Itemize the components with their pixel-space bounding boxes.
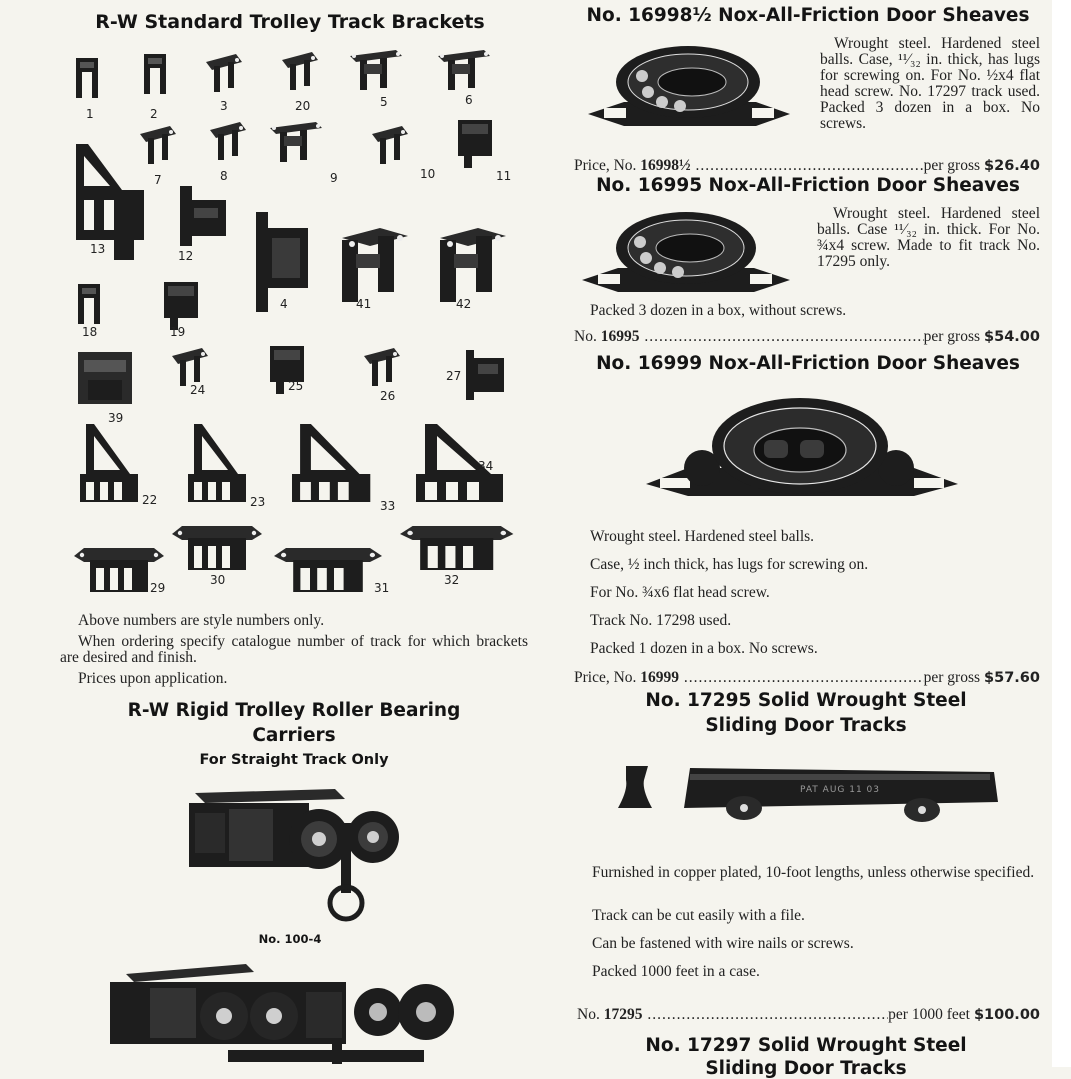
- carrier-illustration-100-4: [185, 785, 405, 930]
- sheaves-16999-line-5: Packed 1 dozen in a box. No screws.: [590, 640, 818, 657]
- bracket-num: 4: [280, 297, 288, 311]
- sheave-16995-illustration: [578, 208, 794, 300]
- bracket-8: [210, 122, 246, 160]
- bracket-num: 5: [380, 95, 388, 109]
- bracket-num: 31: [374, 581, 390, 595]
- bracket-num: 11: [496, 169, 512, 183]
- track-17295-line-4: Packed 1000 feet in a case.: [592, 963, 760, 980]
- bracket-20: [282, 52, 318, 90]
- bracket-num: 42: [456, 297, 472, 311]
- track-17295-title-line1: No. 17295 Solid Wrought Steel: [645, 690, 967, 711]
- carrier-illustration-2: [106, 962, 482, 1067]
- sheaves-16995-title: No. 16995 Nox-All-Friction Door Sheaves: [596, 175, 1020, 196]
- brackets-note-1: Above numbers are style numbers only.: [78, 612, 325, 629]
- track-17295-title-line2: Sliding Door Tracks: [705, 715, 907, 736]
- sheaves-16995-text: Wrought steel. Hardened steel balls. Case ¹¹⁄₃₂ in. thick. For No. ¾x4 screw. Made to fit track No. 17295 only.: [817, 205, 1040, 270]
- sheave-16999-illustration: [644, 396, 960, 504]
- bracket-num: 23: [250, 495, 266, 509]
- bracket-41: [342, 228, 408, 302]
- track-17295-line-1: Furnished in copper plated, 10-foot lengths, unless otherwise specified.: [592, 864, 1035, 881]
- sheaves-16999-line-2: Case, ½ inch thick, has lugs for screwing on.: [590, 556, 869, 573]
- track-stamp: PAT AUG 11 03: [800, 785, 881, 795]
- bracket-5: [350, 50, 402, 90]
- bracket-num: 20: [295, 99, 311, 113]
- sheaves-16999-line-1: Wrought steel. Hardened steel balls.: [590, 528, 815, 545]
- bracket-num: 34: [478, 459, 494, 473]
- sheaves-16995-packed: Packed 3 dozen in a box, without screws.: [590, 302, 847, 319]
- bracket-10: [372, 126, 408, 164]
- bracket-33: [292, 424, 370, 502]
- sheaves-16998-title: No. 16998½ Nox-All-Friction Door Sheaves: [586, 5, 1030, 26]
- bracket-num: 19: [170, 325, 186, 339]
- page-edge: [1052, 0, 1071, 1067]
- brackets-note-2: When ordering specify catalogue number of track for which brackets are desired and finish.: [60, 633, 528, 666]
- bracket-num: 2: [150, 107, 158, 121]
- brackets-illustration: [60, 40, 530, 600]
- bracket-26: [364, 348, 400, 386]
- track-17295-line-2: Track can be cut easily with a file.: [592, 907, 805, 924]
- bracket-num: 22: [142, 493, 158, 507]
- bracket-30: [172, 526, 262, 570]
- bracket-num: 24: [190, 383, 206, 397]
- price-17295: No. 17295 ..... per 1000 feet $100.00: [577, 1006, 1040, 1024]
- bracket-2: [144, 54, 166, 94]
- bracket-num: 7: [154, 173, 162, 187]
- bracket-num: 8: [220, 169, 228, 183]
- bracket-42: [440, 228, 506, 302]
- price-16998: Price, No. 16998½ ..... per gross $26.40: [574, 157, 1040, 175]
- bracket-num: 12: [178, 249, 194, 263]
- bracket-39: [78, 352, 132, 404]
- bracket-24: [172, 348, 208, 386]
- bracket-1: [76, 58, 98, 98]
- brackets-title: R-W Standard Trolley Track Brackets: [95, 11, 485, 33]
- bracket-7: [140, 126, 176, 164]
- bracket-num: 39: [108, 411, 124, 425]
- bracket-32: [400, 526, 513, 570]
- bracket-num: 29: [150, 581, 166, 595]
- track-17297-title-line1: No. 17297 Solid Wrought Steel: [645, 1035, 967, 1056]
- bracket-num: 33: [380, 499, 396, 513]
- bracket-num: 13: [90, 242, 106, 256]
- sheaves-16999-line-3: For No. ¾x6 flat head screw.: [590, 584, 770, 601]
- carriers-subtitle: For Straight Track Only: [199, 752, 389, 768]
- sheaves-16999-line-4: Track No. 17298 used.: [590, 612, 732, 629]
- bracket-11: [458, 120, 492, 168]
- bracket-23: [188, 424, 246, 502]
- bracket-9: [270, 122, 322, 162]
- bracket-num: 27: [446, 369, 462, 383]
- bracket-27: [466, 350, 504, 400]
- sheaves-16998-text: Wrought steel. Hardened steel balls. Case, ¹¹⁄₃₂ in. thick, has lugs for screwing on. For No. ½x4 flat head screw. No. 17297 track used. Packed 3 dozen in a box. No screws.: [820, 35, 1040, 132]
- track-17295-line-3: Can be fastened with wire nails or screws.: [592, 935, 854, 952]
- sheaves-16999-title: No. 16999 Nox-All-Friction Door Sheaves: [596, 353, 1020, 374]
- bracket-num: 10: [420, 167, 436, 181]
- carrier-caption: No. 100-4: [258, 932, 322, 946]
- bracket-18: [78, 284, 100, 324]
- bracket-19: [164, 282, 198, 330]
- bracket-num: 18: [82, 325, 98, 339]
- bracket-num: 9: [330, 171, 338, 185]
- price-16995: No. 16995 ..... per gross $54.00: [574, 328, 1040, 346]
- track-17297-title-line2: Sliding Door Tracks: [705, 1058, 907, 1079]
- bracket-num: 25: [288, 379, 304, 393]
- bracket-6: [438, 50, 490, 90]
- bracket-3: [206, 54, 242, 92]
- bracket-num: 6: [465, 93, 473, 107]
- bracket-31: [274, 548, 382, 592]
- bracket-13: [76, 144, 144, 260]
- bracket-num: 41: [356, 297, 372, 311]
- track-17295-illustration: [614, 760, 1000, 830]
- bracket-num: 26: [380, 389, 396, 403]
- bracket-num: 32: [444, 573, 460, 587]
- brackets-note-3: Prices upon application.: [78, 670, 228, 687]
- bracket-22: [80, 424, 138, 502]
- sheave-16998-illustration: [584, 42, 794, 134]
- bracket-num: 1: [86, 107, 94, 121]
- price-16999: Price, No. 16999 ..... per gross $57.60: [574, 669, 1040, 687]
- carriers-title-line2: Carriers: [252, 725, 336, 746]
- carriers-title-line1: R-W Rigid Trolley Roller Bearing: [127, 700, 461, 721]
- bracket-12: [180, 186, 226, 246]
- bracket-num: 3: [220, 99, 228, 113]
- bracket-num: 30: [210, 573, 226, 587]
